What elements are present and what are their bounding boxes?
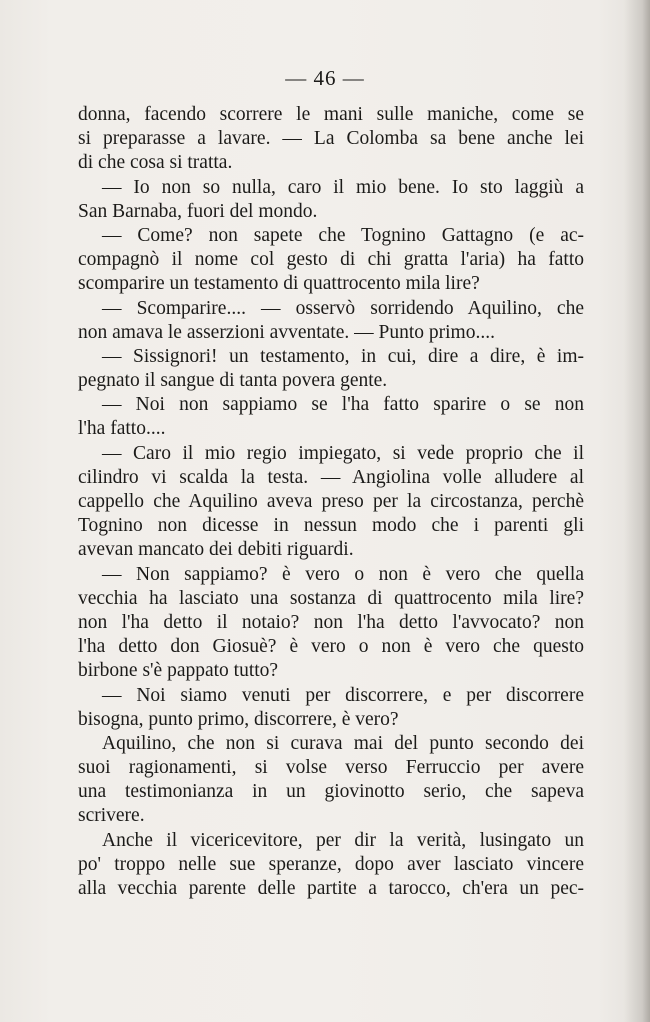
text-line: pegnato il sangue di tanta povera gente.: [78, 370, 388, 392]
text-line: — Sissignori! un testamento, in cui, dire a dire, è im-: [102, 345, 584, 367]
text-line: — Noi non sappiamo se l'ha fatto sparire o se non: [102, 394, 584, 416]
text-line: Aquilino, che non si curava mai del punto secondo dei: [102, 732, 584, 754]
text-line: birbone s'è pappato tutto?: [78, 660, 279, 682]
text-line: alla vecchia parente delle partite a tarocco, ch'era un pec-: [78, 878, 584, 899]
text-line: scrivere.: [78, 805, 145, 827]
text-line: donna, facendo scorrere le mani sulle maniche, come se: [78, 104, 584, 125]
text-line: Tognino non dicesse in nessun modo che i parenti gli: [78, 515, 584, 537]
text-line: avevan mancato dei debiti riguardi.: [78, 539, 354, 561]
page-number: — 46 —: [285, 66, 365, 90]
text-line: non amava le asserzioni avventate. — Punto primo....: [78, 321, 495, 343]
text-line: po' troppo nelle sue speranze, dopo aver lasciato vincere: [78, 853, 584, 875]
text-line: compagnò il nome col gesto di chi gratta l'aria) ha fatto: [78, 249, 584, 271]
text-line: l'ha fatto....: [78, 418, 166, 440]
text-line: si preparasse a lavare. — La Colomba sa bene anche lei: [78, 128, 584, 150]
text-line: non l'ha detto il notaio? non l'ha detto l'avvocato? non: [78, 611, 584, 633]
text-line: vecchia ha lasciato una sostanza di quattrocento mila lire?: [78, 587, 584, 609]
text-line: bisogna, punto primo, discorrere, è vero?: [78, 708, 399, 730]
text-line: — Io non so nulla, caro il mio bene. Io sto laggiù a: [102, 176, 584, 198]
text-line: suoi ragionamenti, si volse verso Ferruccio per avere: [78, 757, 584, 779]
text-line: cappello che Aquilino aveva preso per la circostanza, perchè: [78, 491, 584, 512]
text-line: — Noi siamo venuti per discorrere, e per discorrere: [102, 684, 584, 706]
text-line: — Non sappiamo? è vero o non è vero che quella: [102, 563, 584, 585]
text-line: cilindro vi scalda la testa. — Angiolina volle alludere al: [78, 466, 584, 488]
text-line: scomparire un testamento di quattrocento mila lire?: [78, 273, 480, 295]
text-line: una testimonianza in un giovinotto serio, che sapeva: [78, 781, 584, 803]
text-line: Anche il vicericevitore, per dir la verità, lusingato un: [102, 829, 584, 851]
text-line: — Caro il mio regio impiegato, si vede proprio che il: [102, 442, 584, 464]
text-line: — Come? non sapete che Tognino Gattagno (e ac-: [102, 224, 584, 246]
page-edge-shadow: [624, 0, 650, 1022]
text-line: l'ha detto don Giosuè? è vero o non è vero che questo: [78, 636, 584, 658]
text-line: di che cosa si tratta.: [78, 152, 233, 174]
text-line: San Barnaba, fuori del mondo.: [78, 200, 318, 222]
text-line: — Scomparire.... — osservò sorridendo Aquilino, che: [102, 297, 584, 319]
body-text: [78, 103, 584, 901]
